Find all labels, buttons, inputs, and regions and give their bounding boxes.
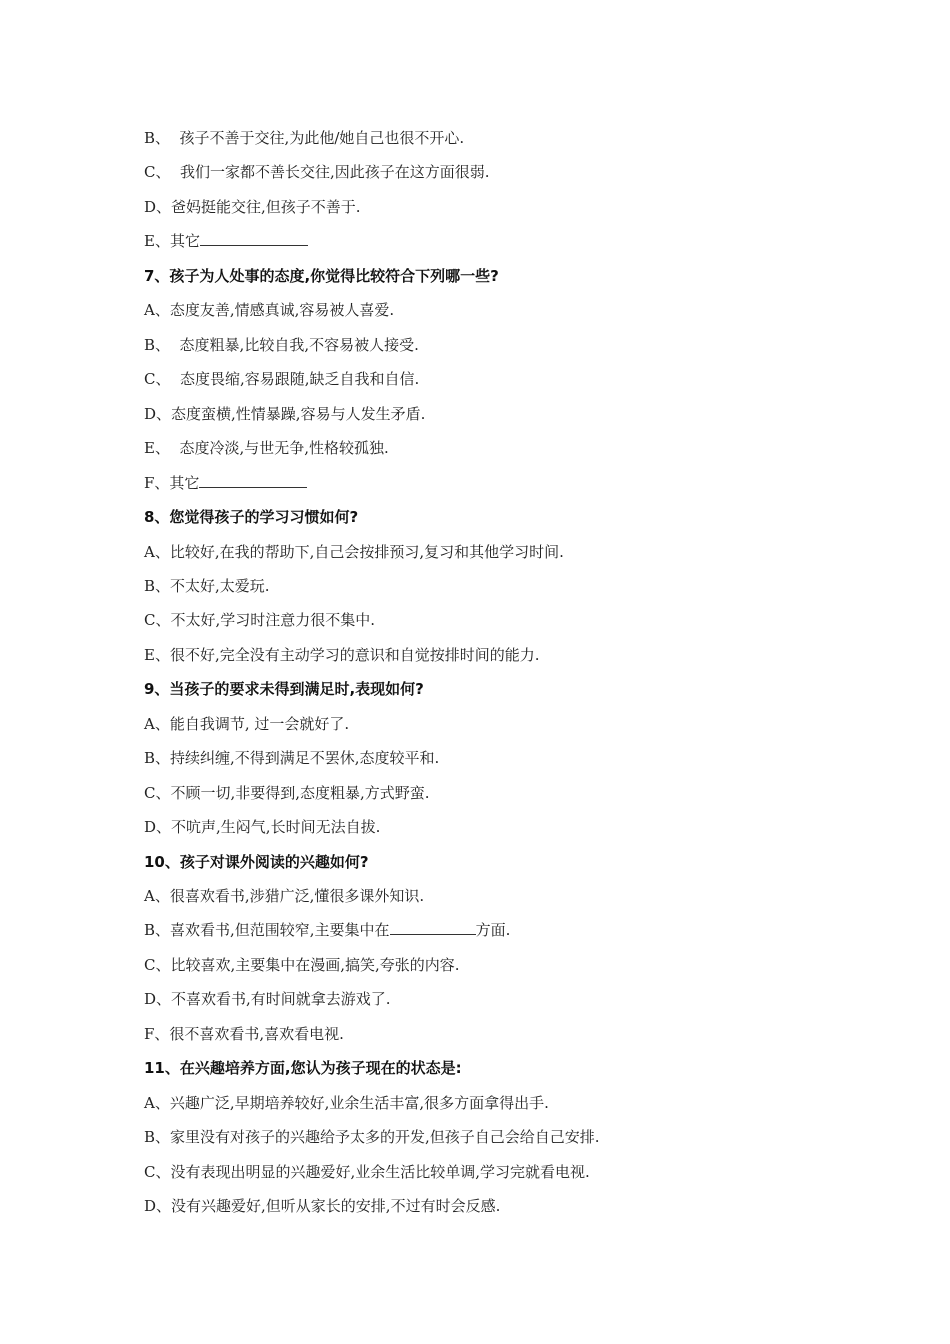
fill-in-blank: [200, 229, 308, 246]
q7-option-f: [144, 471, 307, 495]
q9-option-b: B、持续纠缠,不得到满足不罢休,态度较平和.: [144, 749, 440, 767]
q11-option-a: A、兴趣广泛,早期培养较好,业余生活丰富,很多方面拿得出手.: [144, 1094, 549, 1112]
q7-option-c: C、 态度畏缩,容易跟随,缺乏自我和自信.: [144, 370, 420, 388]
question-8-title: 8、您觉得孩子的学习习惯如何?: [144, 508, 359, 526]
q10-option-b-suffix: 方面.: [475, 921, 511, 939]
q9-option-d: D、不吭声,生闷气,长时间无法自拔.: [144, 818, 381, 836]
q6-option-d: D、爸妈挺能交往,但孩子不善于.: [144, 198, 361, 216]
q11-option-d: D、没有兴趣爱好,但听从家长的安排,不过有时会反感.: [144, 1197, 501, 1215]
q10-option-b: [144, 918, 510, 942]
q7-option-b: B、 态度粗暴,比较自我,不容易被人接受.: [144, 336, 419, 354]
q7-option-e: E、 态度冷淡,与世无争,性格较孤独.: [144, 439, 389, 457]
q7-option-a: A、态度友善,情感真诚,容易被人喜爱.: [144, 301, 395, 319]
q7-option-f-label: F、其它: [144, 474, 200, 492]
q11-option-c: C、没有表现出明显的兴趣爱好,业余生活比较单调,学习完就看电视.: [144, 1163, 590, 1181]
question-11-title: 11、在兴趣培养方面,您认为孩子现在的状态是:: [144, 1059, 462, 1077]
q7-option-d: D、态度蛮横,性情暴躁,容易与人发生矛盾.: [144, 405, 426, 423]
fill-in-blank: [199, 471, 307, 488]
q6-option-b: B、 孩子不善于交往,为此他/她自己也很不开心.: [144, 129, 465, 147]
question-10-title: 10、孩子对课外阅读的兴趣如何?: [144, 853, 369, 871]
q8-option-a: A、比较好,在我的帮助下,自己会按排预习,复习和其他学习时间.: [144, 543, 564, 561]
q10-option-c: C、比较喜欢,主要集中在漫画,搞笑,夸张的内容.: [144, 956, 460, 974]
q6-option-e: [144, 229, 308, 253]
q11-option-b: B、家里没有对孩子的兴趣给予太多的开发,但孩子自己会给自己安排.: [144, 1128, 600, 1146]
q6-option-c: C、 我们一家都不善长交往,因此孩子在这方面很弱.: [144, 163, 490, 181]
q9-option-c: C、不顾一切,非要得到,态度粗暴,方式野蛮.: [144, 784, 430, 802]
q6-option-e-label: E、其它: [144, 232, 200, 250]
q10-option-d: D、不喜欢看书,有时间就拿去游戏了.: [144, 990, 391, 1008]
question-7-title: 7、孩子为人处事的态度,你觉得比较符合下列哪一些?: [144, 267, 499, 285]
q8-option-e: E、很不好,完全没有主动学习的意识和自觉按排时间的能力.: [144, 646, 540, 664]
q8-option-c: C、不太好,学习时注意力很不集中.: [144, 611, 376, 629]
q10-option-b-prefix: B、喜欢看书,但范围较窄,主要集中在: [144, 921, 390, 939]
fill-in-blank: [390, 918, 476, 935]
q9-option-a: A、能自我调节, 过一会就好了.: [144, 715, 350, 733]
question-9-title: 9、当孩子的要求未得到满足时,表现如何?: [144, 680, 424, 698]
q10-option-f: F、很不喜欢看书,喜欢看电视.: [144, 1025, 344, 1043]
q8-option-b: B、不太好,太爱玩.: [144, 577, 270, 595]
q10-option-a: A、很喜欢看书,涉猎广泛,懂很多课外知识.: [144, 887, 425, 905]
